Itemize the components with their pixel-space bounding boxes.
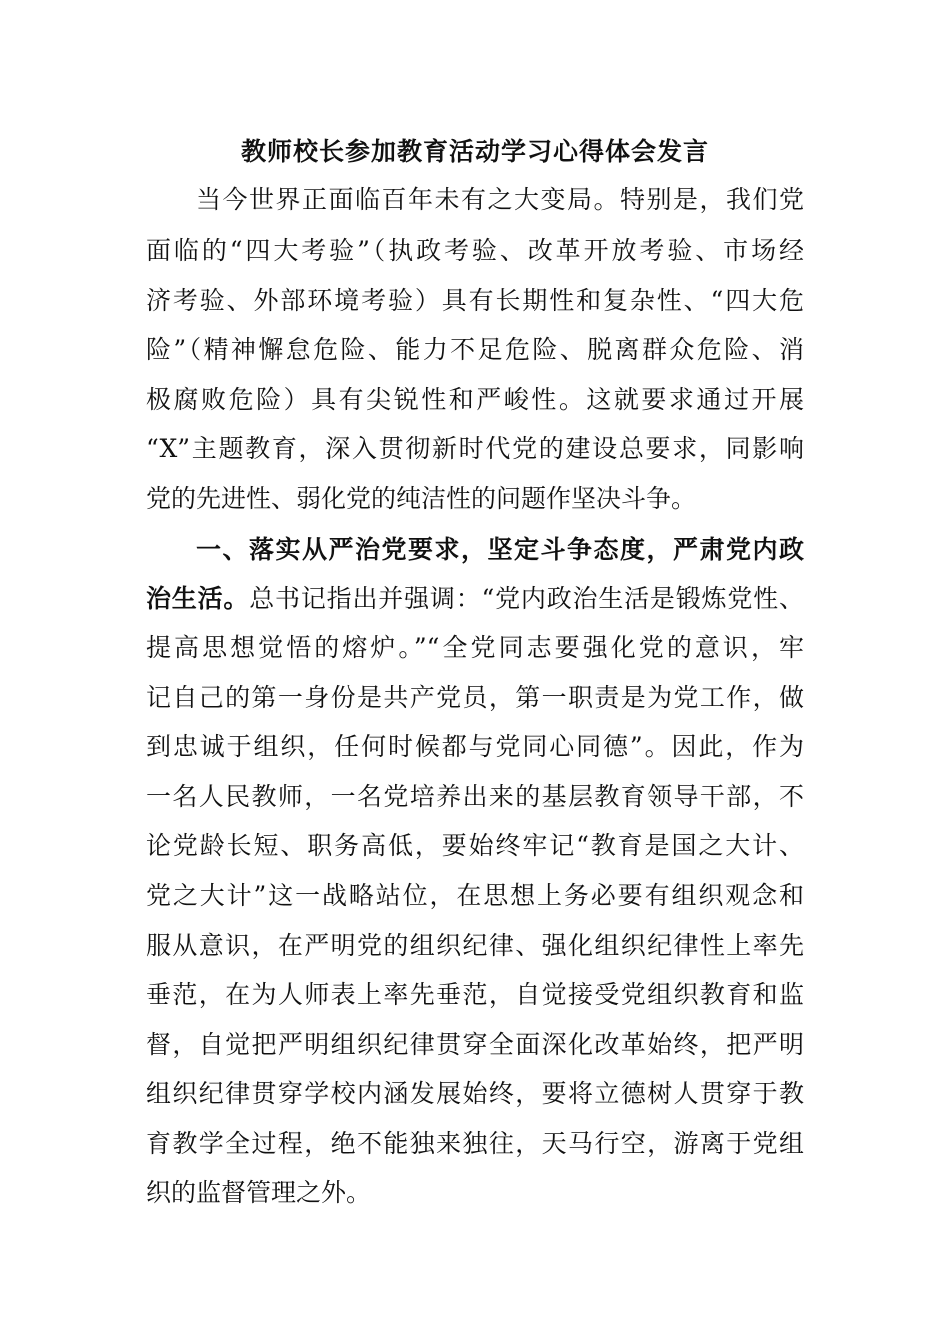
section-1-heading: 一、落实从严治党要求，坚定斗争态度，严肃党内政	[196, 535, 804, 564]
section-1-line-14: 织的监督管理之外。	[146, 1178, 372, 1207]
section-1-line-7: 论党龄长短、职务高低，要始终牢记“教育是国之大计、	[146, 831, 804, 860]
section-1-line-13: 育教学全过程，绝不能独来独往，天马行空，游离于党组	[146, 1129, 804, 1158]
section-1-heading-end: 治生活。	[146, 584, 250, 613]
paragraph-1-line-6: “X”主题教育，深入贯彻新时代党的建设总要求，同影响	[146, 434, 804, 463]
paragraph-1-line-5: 极腐败危险）具有尖锐性和严峻性。这就要求通过开展	[146, 385, 804, 414]
section-1-line-10: 垂范，在为人师表上率先垂范，自觉接受党组织教育和监	[146, 980, 804, 1009]
paragraph-1-line-1: 当今世界正面临百年未有之大变局。特别是，我们党	[196, 185, 804, 214]
section-1-line-5: 到忠诚于组织，任何时候都与党同心同德”。因此，作为	[146, 732, 804, 761]
section-1-line-4: 记自己的第一身份是共产党员，第一职责是为党工作，做	[146, 683, 804, 712]
section-1-line-2	[146, 579, 804, 619]
paragraph-1-line-2: 面临的“四大考验”（执政考验、改革开放考验、市场经	[146, 236, 804, 265]
paragraph-1-line-4: 险”（精神懈怠危险、能力不足危险、脱离群众危险、消	[146, 335, 804, 364]
section-1-line-9: 服从意识，在严明党的组织纪律、强化组织纪律性上率先	[146, 931, 804, 960]
section-1-line-2-text: 总书记指出并强调：“党内政治生活是锻炼党性、	[249, 584, 804, 613]
section-1-line-11: 督，自觉把严明组织纪律贯穿全面深化改革始终，把严明	[146, 1030, 804, 1059]
paragraph-1-line-7: 党的先进性、弱化党的纯洁性的问题作坚决斗争。	[146, 484, 697, 513]
section-1-line-6: 一名人民教师，一名党培养出来的基层教育领导干部，不	[146, 782, 804, 811]
paragraph-1-line-3: 济考验、外部环境考验）具有长期性和复杂性、“四大危	[146, 286, 804, 315]
section-1-line-12: 组织纪律贯穿学校内涵发展始终，要将立德树人贯穿于教	[146, 1079, 804, 1108]
section-1-line-3: 提高思想觉悟的熔炉。”“全党同志要强化党的意识，牢	[146, 633, 804, 662]
document-title: 教师校长参加教育活动学习心得体会发言	[240, 137, 709, 166]
section-1-line-8: 党之大计”这一战略站位，在思想上务必要有组织观念和	[146, 881, 804, 910]
